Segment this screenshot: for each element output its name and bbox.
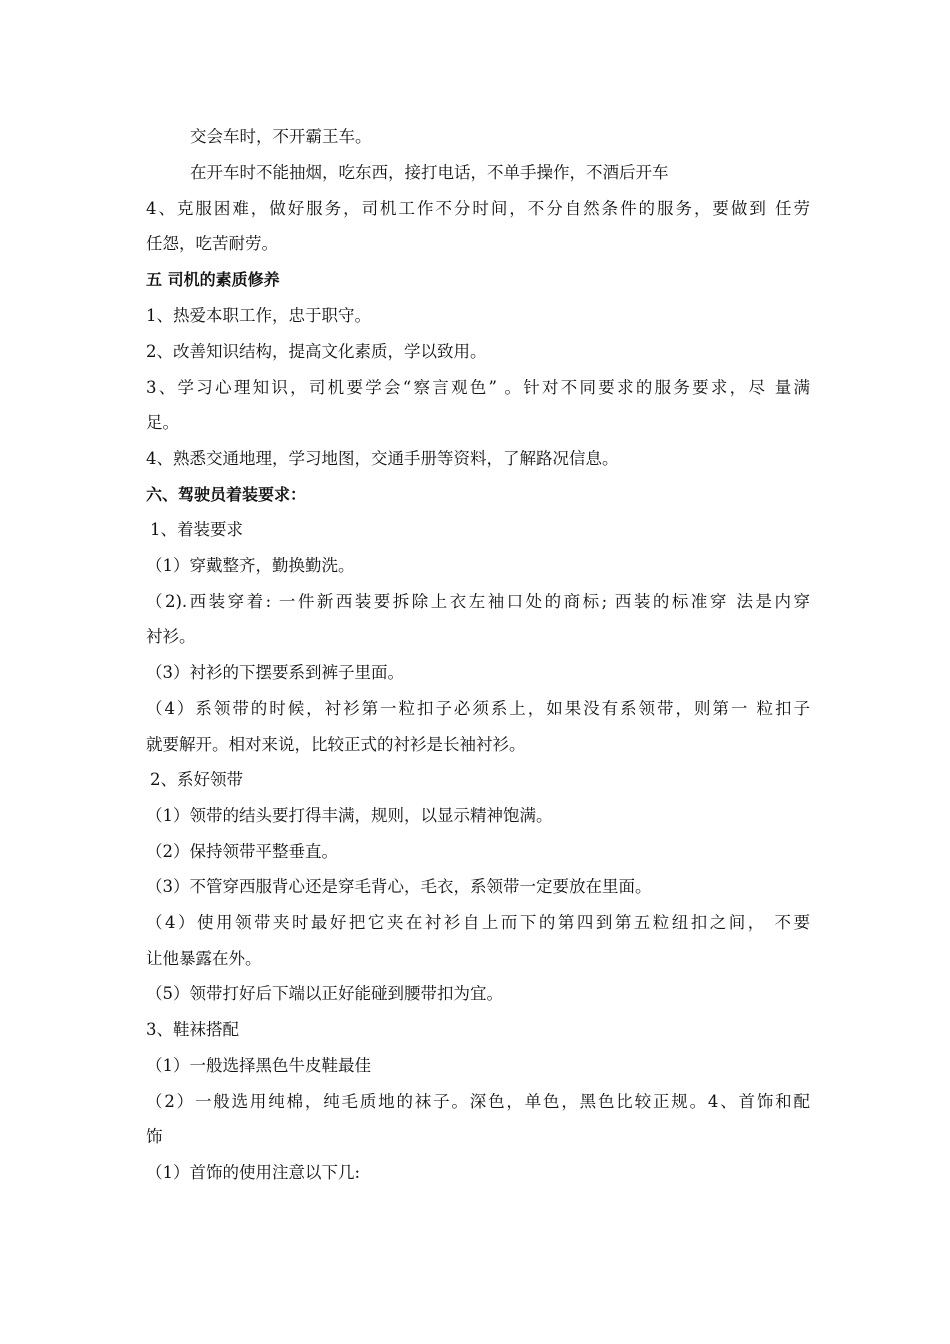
paragraph-line: （1）领带的结头要打得丰满，规则，以显示精神饱满。 [146,806,553,825]
paragraph-line: 4、克服困难，做好服务，司机工作不分时间，不分自然条件的服务，要做到 任劳 [146,199,810,218]
paragraph-line: 衬衫。 [146,627,196,646]
paragraph-line: 2、改善知识结构，提高文化素质，学以致用。 [146,342,487,361]
paragraph-line: （4）系领带的时候，衬衫第一粒扣子必须系上，如果没有系领带，则第一 粒扣子 [146,699,810,718]
paragraph-line: （4）使用领带夹时最好把它夹在衬衫自上而下的第四到第五粒纽扣之间， 不要 [146,913,810,932]
section-heading: 五 司机的素质修养 [146,270,280,289]
paragraph-line: 3、学习心理知识，司机要学会“察言观色” 。针对不同要求的服务要求，尽 量满 [146,378,810,397]
paragraph-line: （2）保持领带平整垂直。 [146,842,338,861]
paragraph-line: 任怨，吃苦耐劳。 [146,234,278,253]
subsection-heading: 1、着装要求 [150,520,243,539]
paragraph-line: 让他暴露在外。 [146,949,262,968]
paragraph-line: 交会车时，不开霸王车。 [190,127,372,146]
paragraph-line: 在开车时不能抽烟，吃东西，接打电话，不单手操作，不酒后开车 [190,163,669,182]
paragraph-line: 1、热爱本职工作，忠于职守。 [146,306,371,325]
paragraph-line: 就要解开。相对来说，比较正式的衬衫是长袖衬衫。 [146,735,526,754]
paragraph-line: （3）不管穿西服背心还是穿毛背心，毛衣，系领带一定要放在里面。 [146,877,652,896]
subsection-heading: 3、鞋袜搭配 [146,1020,239,1039]
paragraph-line: 4、熟悉交通地理，学习地图，交通手册等资料，了解路况信息。 [146,449,619,468]
section-heading: 六、驾驶员着装要求： [146,485,307,504]
paragraph-line: 足。 [146,413,179,432]
subsection-heading: 2、系好领带 [150,770,243,789]
paragraph-line: （1）一般选择黑色牛皮鞋最佳 [146,1056,371,1075]
paragraph-line: （1）首饰的使用注意以下几: [146,1163,361,1182]
paragraph-line: 饰 [146,1127,163,1146]
paragraph-line: （2).西装穿着: 一件新西装要拆除上衣左袖口处的商标; 西装的标准穿 法是内穿 [146,592,810,611]
paragraph-line: （1）穿戴整齐，勤换勤洗。 [146,556,355,575]
paragraph-line: （3）衬衫的下摆要系到裤子里面。 [146,663,404,682]
paragraph-line: （5）领带打好后下端以正好能碰到腰带扣为宜。 [146,984,503,1003]
paragraph-line: （2）一般选用纯棉，纯毛质地的袜子。深色，单色，黑色比较正规。4、首饰和配 [146,1092,810,1111]
